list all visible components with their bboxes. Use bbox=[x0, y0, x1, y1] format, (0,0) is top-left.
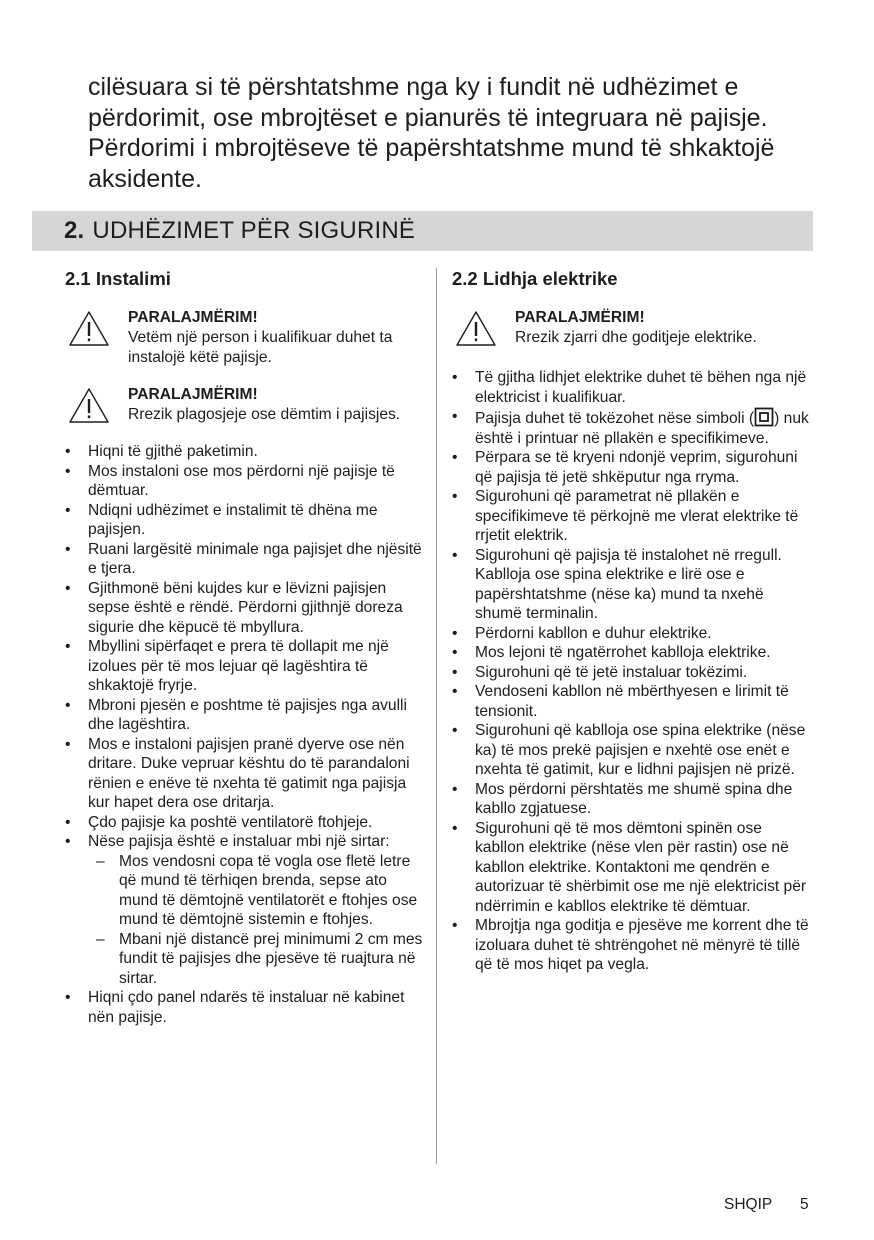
list-item: • Mos lejoni të ngatërrohet kablloja elektrike. bbox=[452, 643, 814, 663]
intro-paragraph: cilësuara si të përshtatshme nga ky i fundit në udhëzimet e përdorimit, ose mbrojtëset e pianurës të integruara në pajisje. Përdorimi i mbrojtëseve të papërshtatshme mund të shkaktojë aksidente. bbox=[88, 73, 775, 193]
list-item bbox=[65, 832, 425, 988]
list-item: • Përdorni kabllon e duhur elektrike. bbox=[452, 624, 814, 644]
warning-text: Rrezik zjarri dhe goditjeje elektrike. bbox=[515, 329, 757, 346]
installation-column bbox=[65, 268, 425, 1027]
warning-triangle-icon bbox=[68, 310, 110, 347]
list-item: • Gjithmonë bëni kujdes kur e lëvizni pajisjen sepse është e rëndë. Përdorni gjithnjë doreza sigurie dhe këpucë të mbyllura. bbox=[65, 579, 425, 638]
list-item: • Sigurohuni që të jetë instaluar tokëzimi. bbox=[452, 663, 814, 683]
list-item-text: Nëse pajisja është e instaluar mbi një sirtar: bbox=[88, 833, 390, 850]
list-item: • Të gjitha lidhjet elektrike duhet të bëhen nga një elektricist i kualifikuar. bbox=[452, 368, 814, 407]
installation-list bbox=[65, 442, 425, 1027]
list-item: • Ruani largësitë minimale nga pajisjet dhe njësitë e tjera. bbox=[65, 540, 425, 579]
column-divider bbox=[436, 268, 437, 1164]
installation-heading: 2.1 Instalimi bbox=[65, 268, 171, 289]
warning-title: PARALAJMËRIM! bbox=[128, 386, 258, 403]
section-number: 2. bbox=[64, 217, 85, 244]
list-item: • Hiqni çdo panel ndarës të instaluar në kabinet nën pajisje. bbox=[65, 988, 425, 1027]
section-title: UDHËZIMET PËR SIGURINË bbox=[92, 217, 416, 244]
warning-box bbox=[65, 385, 425, 425]
list-item: • Përpara se të kryeni ndonjë veprim, sigurohuni që pajisja të jetë shkëputur nga rryma. bbox=[452, 448, 814, 487]
sub-list-item: – Mos vendosni copa të vogla ose fletë letre që mund të tërhiqen brenda, sepse ato mund të dëmtojnë ventilatorët e ftohjes ose mund të dëmtojnë sistemin e ftohjes. bbox=[88, 852, 425, 930]
warning-box bbox=[452, 308, 814, 348]
warning-title: PARALAJMËRIM! bbox=[515, 309, 645, 326]
electrical-column bbox=[452, 268, 814, 975]
list-item: • Sigurohuni që pajisja të instalohet në rregull. Kablloja ose spina elektrike e lirë ose e papërshtatshme (nëse ka) mund ta nxehë shumë terminalin. bbox=[452, 546, 814, 624]
warning-text: Vetëm një person i kualifikuar duhet ta instalojë këtë pajisje. bbox=[128, 329, 393, 366]
sub-list bbox=[88, 852, 425, 989]
list-item: • Sigurohuni që parametrat në pllakën e specifikimeve të përkojnë me vlerat elektrike të rrjetit elektrik. bbox=[452, 487, 814, 546]
electrical-heading: 2.2 Lidhja elektrike bbox=[452, 268, 618, 289]
warning-box bbox=[65, 308, 425, 368]
warning-title: PARALAJMËRIM! bbox=[128, 309, 258, 326]
list-item: • Mbrojtja nga goditja e pjesëve me korrent dhe të izoluara duhet të shtrëngohet në mënyrë të tillë që të mos hiqet pa vegla. bbox=[452, 916, 814, 975]
double-insulation-symbol-icon bbox=[754, 407, 774, 427]
electrical-list bbox=[452, 368, 814, 975]
list-item: • Mos e instaloni pajisjen pranë dyerve ose nën dritare. Duke vepruar kështu do të parandaloni rënien e enëve të nxehta të gatimit nga pajisja kur hapet dera ose dritarja. bbox=[65, 735, 425, 813]
list-item: • Çdo pajisje ka poshtë ventilatorë ftohjeje. bbox=[65, 813, 425, 833]
list-item: • Sigurohuni që të mos dëmtoni spinën ose kabllon elektrike (nëse vlen për rastin) ose në kabllon elektrike. Kontaktoni me qendrën e autorizuar të shërbimit ose me një elektricist për ndërrimin e kabllos elektrike të dëmtuar. bbox=[452, 819, 814, 917]
warning-text: Rrezik plagosjeje ose dëmtim i pajisjes. bbox=[128, 406, 401, 423]
page-number: 5 bbox=[800, 1196, 809, 1213]
list-item bbox=[452, 407, 814, 448]
section-header bbox=[32, 211, 813, 251]
list-item-text: Pajisja duhet të tokëzohet nëse simboli ( bbox=[475, 410, 755, 427]
list-item: • Mbyllini sipërfaqet e prera të dollapit me një izolues për të mos lejuar që lagështira të shkaktojë fryrje. bbox=[65, 637, 425, 696]
list-item: • Mbroni pjesën e poshtme të pajisjes nga avulli dhe lagështira. bbox=[65, 696, 425, 735]
list-item: • Vendoseni kabllon në mbërthyesen e lirimit të tensionit. bbox=[452, 682, 814, 721]
list-item: • Hiqni të gjithë paketimin. bbox=[65, 442, 425, 462]
sub-list-item: – Mbani një distancë prej minimumi 2 cm mes fundit të pajisjes dhe pjesëve të ruajtura në sirtar. bbox=[88, 930, 425, 989]
list-item: • Mos përdorni përshtatës me shumë spina dhe kabllo zgjatuese. bbox=[452, 780, 814, 819]
list-item-text: ) nuk është i printuar në pllakën e specifikimeve. bbox=[475, 410, 809, 447]
warning-triangle-icon bbox=[68, 387, 110, 424]
footer-language: SHQIP bbox=[724, 1196, 773, 1213]
list-item: • Sigurohuni që kablloja ose spina elektrike (nëse ka) të mos prekë pajisjen e nxehtë ose enët e nxehta të gatimit, kur e lidhni pajisjen në prizë. bbox=[452, 721, 814, 780]
warning-triangle-icon bbox=[455, 310, 497, 347]
list-item: • Mos instaloni ose mos përdorni një pajisje të dëmtuar. bbox=[65, 462, 425, 501]
list-item: • Ndiqni udhëzimet e instalimit të dhëna me pajisjen. bbox=[65, 501, 425, 540]
